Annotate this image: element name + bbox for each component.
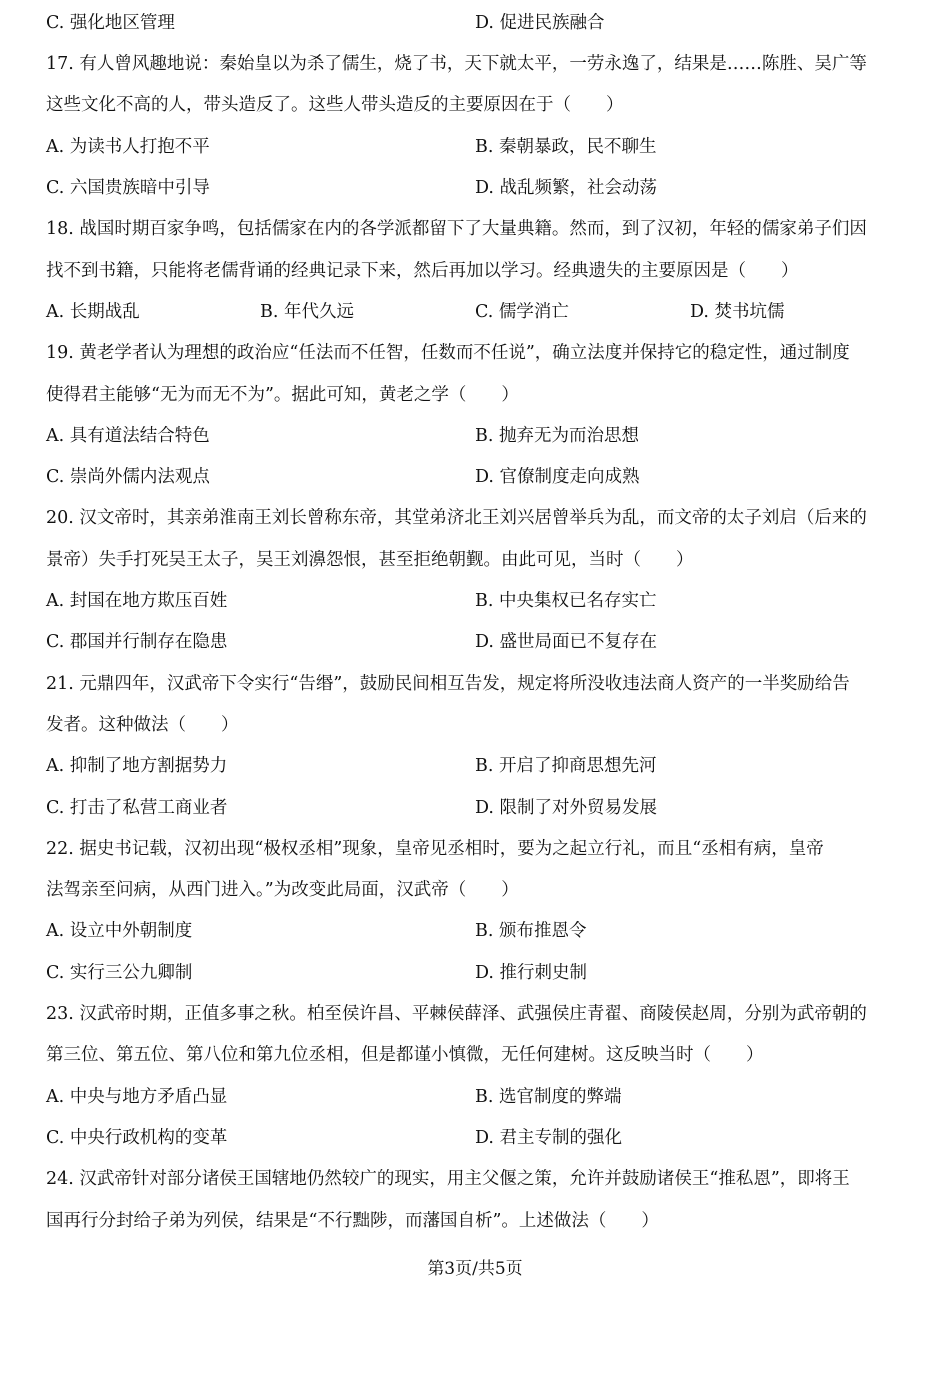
q21-option-a: A. 抑制了地方割据势力: [46, 756, 228, 776]
q22-option-b: B. 颁布推恩令: [475, 921, 587, 941]
q21-option-c: C. 打击了私营工商业者: [46, 798, 228, 818]
q18-stem-line2: 找不到书籍，只能将老儒背诵的经典记录下来，然后再加以学习。经典遗失的主要原因是（ ）: [46, 261, 799, 281]
q21-stem-line2: 发者。这种做法（ ）: [46, 715, 239, 735]
q18-option-a: A. 长期战乱: [46, 302, 140, 322]
q17-stem-line1: 17. 有人曾风趣地说：秦始皇以为杀了儒生，烧了书，天下就太平，一劳永逸了，结果是……陈胜、吴广等: [46, 54, 867, 74]
q20-option-d: D. 盛世局面已不复存在: [475, 632, 658, 652]
q22-option-d: D. 推行刺史制: [475, 963, 588, 983]
q23-stem-line2: 第三位、第五位、第八位和第九位丞相，但是都谨小慎微，无任何建树。这反映当时（ ）: [46, 1045, 764, 1065]
q23-stem-line1: 23. 汉武帝时期，正值多事之秋。柏至侯许昌、平棘侯薛泽、武强侯庄青翟、商陵侯赵周，分别为武帝朝的: [46, 1004, 867, 1024]
q17-option-b: B. 秦朝暴政，民不聊生: [475, 137, 657, 157]
q18-stem-line1: 18. 战国时期百家争鸣，包括儒家在内的各学派都留下了大量典籍。然而，到了汉初，年轻的儒家弟子们因: [46, 219, 867, 239]
q20-option-b: B. 中央集权已名存实亡: [475, 591, 657, 611]
q19-stem-line2: 使得君主能够“无为而无不为”。据此可知，黄老之学（ ）: [46, 385, 519, 405]
q21-stem-line1: 21. 元鼎四年，汉武帝下令实行“告缗”，鼓励民间相互告发，规定将所没收违法商人资产的一半奖励给告: [46, 674, 850, 694]
q20-stem-line2: 景帝）失手打死吴王太子，吴王刘濞怨恨，甚至拒绝朝觐。由此可见，当时（ ）: [46, 550, 694, 570]
q20-option-a: A. 封国在地方欺压百姓: [46, 591, 228, 611]
q19-stem-line1: 19. 黄老学者认为理想的政治应“任法而不任智，任数而不任说”，确立法度并保持它的稳定性，通过制度: [46, 343, 850, 363]
q19-option-c: C. 崇尚外儒内法观点: [46, 467, 210, 487]
q16-option-c: C. 强化地区管理: [46, 13, 175, 33]
q22-stem-line2: 法驾亲至问病，从西门进入。”为改变此局面，汉武帝（ ）: [46, 880, 519, 900]
q17-stem-line2: 这些文化不高的人，带头造反了。这些人带头造反的主要原因在于（ ）: [46, 95, 624, 115]
q20-option-c: C. 郡国并行制存在隐患: [46, 632, 228, 652]
q21-option-b: B. 开启了抑商思想先河: [475, 756, 657, 776]
q24-stem-line1: 24. 汉武帝针对部分诸侯王国辖地仍然较广的现实，用主父偃之策，允许并鼓励诸侯王“推私恩”，即将王: [46, 1169, 850, 1189]
q23-option-a: A. 中央与地方矛盾凸显: [46, 1087, 228, 1107]
q23-option-d: D. 君主专制的强化: [475, 1128, 623, 1148]
q16-option-d: D. 促进民族融合: [475, 13, 605, 33]
q19-option-d: D. 官僚制度走向成熟: [475, 467, 640, 487]
q18-option-c: C. 儒学消亡: [475, 302, 569, 322]
q23-option-c: C. 中央行政机构的变革: [46, 1128, 228, 1148]
q23-option-b: B. 选官制度的弊端: [475, 1087, 622, 1107]
q22-option-c: C. 实行三公九卿制: [46, 963, 193, 983]
q19-option-b: B. 抛弃无为而治思想: [475, 426, 639, 446]
q21-option-d: D. 限制了对外贸易发展: [475, 798, 658, 818]
q17-option-d: D. 战乱频繁，社会动荡: [475, 178, 658, 198]
q18-option-d: D. 焚书坑儒: [690, 302, 785, 322]
q20-stem-line1: 20. 汉文帝时，其亲弟淮南王刘长曾称东帝，其堂弟济北王刘兴居曾举兵为乱，而文帝的太子刘启（后来的: [46, 508, 867, 528]
q19-option-a: A. 具有道法结合特色: [46, 426, 210, 446]
q17-option-c: C. 六国贵族暗中引导: [46, 178, 210, 198]
q22-stem-line1: 22. 据史书记载，汉初出现“极权丞相”现象，皇帝见丞相时，要为之起立行礼，而且“丞相有病，皇帝: [46, 839, 824, 859]
q22-option-a: A. 设立中外朝制度: [46, 921, 193, 941]
q24-stem-line2: 国再行分封给子弟为列侯，结果是“不行黜陟，而藩国自析”。上述做法（ ）: [46, 1211, 659, 1231]
q17-option-a: A. 为读书人打抱不平: [46, 137, 210, 157]
q18-option-b: B. 年代久远: [260, 302, 354, 322]
page-number-footer: 第3页/共5页: [427, 1259, 523, 1279]
